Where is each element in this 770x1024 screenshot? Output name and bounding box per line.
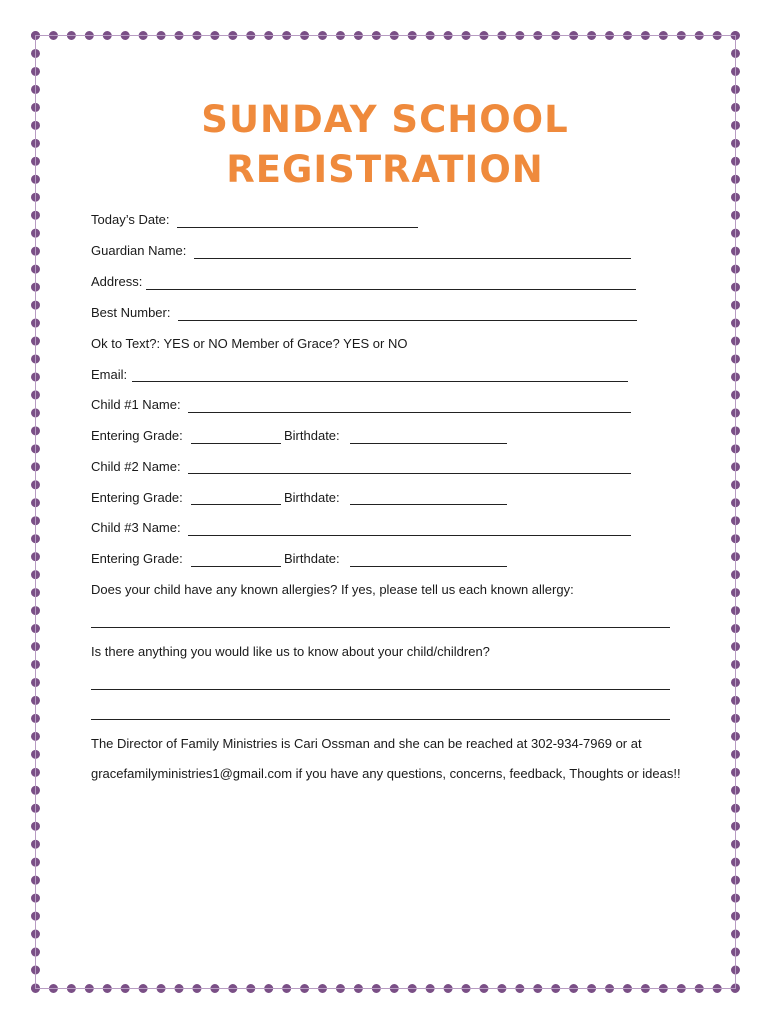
email-label: Email:: [91, 367, 128, 382]
best-number-field[interactable]: [178, 320, 637, 321]
anything-else-question: Is there anything you would like us to know about your child/children?: [91, 644, 490, 659]
guardian-name-field[interactable]: [194, 258, 631, 259]
child2-grade-label: Entering Grade:: [91, 490, 183, 505]
form-title-line1: SUNDAY SCHOOL: [201, 98, 569, 141]
contact-paragraph: The Director of Family Ministries is Cari Ossman and she can be reached at 302-934-7969 or at gracefamilyministries1@gmail.com if you have any questions, concerns, feedback, Thoughts or ideas!!: [91, 736, 681, 781]
child3-name-label: Child #3 Name:: [91, 520, 181, 535]
todays-date-field[interactable]: [177, 227, 418, 228]
email-field[interactable]: [132, 381, 628, 382]
child3-birthdate-label: Birthdate:: [284, 551, 340, 566]
address-field[interactable]: [146, 289, 636, 290]
child1-name-field[interactable]: [188, 412, 631, 413]
best-number-label: Best Number:: [91, 305, 171, 320]
ok-to-text-question: Ok to Text?: YES or NO Member of Grace? YES or NO: [91, 336, 408, 351]
child2-name-field[interactable]: [188, 473, 631, 474]
child2-name-label: Child #2 Name:: [91, 459, 181, 474]
child1-grade-field[interactable]: [191, 443, 281, 444]
child3-grade-label: Entering Grade:: [91, 551, 183, 566]
child3-name-field[interactable]: [188, 535, 631, 536]
child3-birthdate-field[interactable]: [350, 566, 507, 567]
child2-birthdate-label: Birthdate:: [284, 490, 340, 505]
form-title-line2: REGISTRATION: [226, 148, 544, 191]
address-label: Address:: [91, 274, 143, 289]
allergies-answer-line[interactable]: [91, 627, 670, 628]
child3-grade-field[interactable]: [191, 566, 281, 567]
child2-birthdate-field[interactable]: [350, 504, 507, 505]
child1-birthdate-label: Birthdate:: [284, 428, 340, 443]
child2-grade-field[interactable]: [191, 504, 281, 505]
child1-grade-label: Entering Grade:: [91, 428, 183, 443]
todays-date-label: Today’s Date:: [91, 212, 170, 227]
guardian-name-label: Guardian Name:: [91, 243, 187, 258]
anything-else-answer-line-1[interactable]: [91, 689, 670, 690]
anything-else-answer-line-2[interactable]: [91, 719, 670, 720]
child1-name-label: Child #1 Name:: [91, 397, 181, 412]
allergies-question: Does your child have any known allergies? If yes, please tell us each known allergy:: [91, 582, 574, 597]
child1-birthdate-field[interactable]: [350, 443, 507, 444]
